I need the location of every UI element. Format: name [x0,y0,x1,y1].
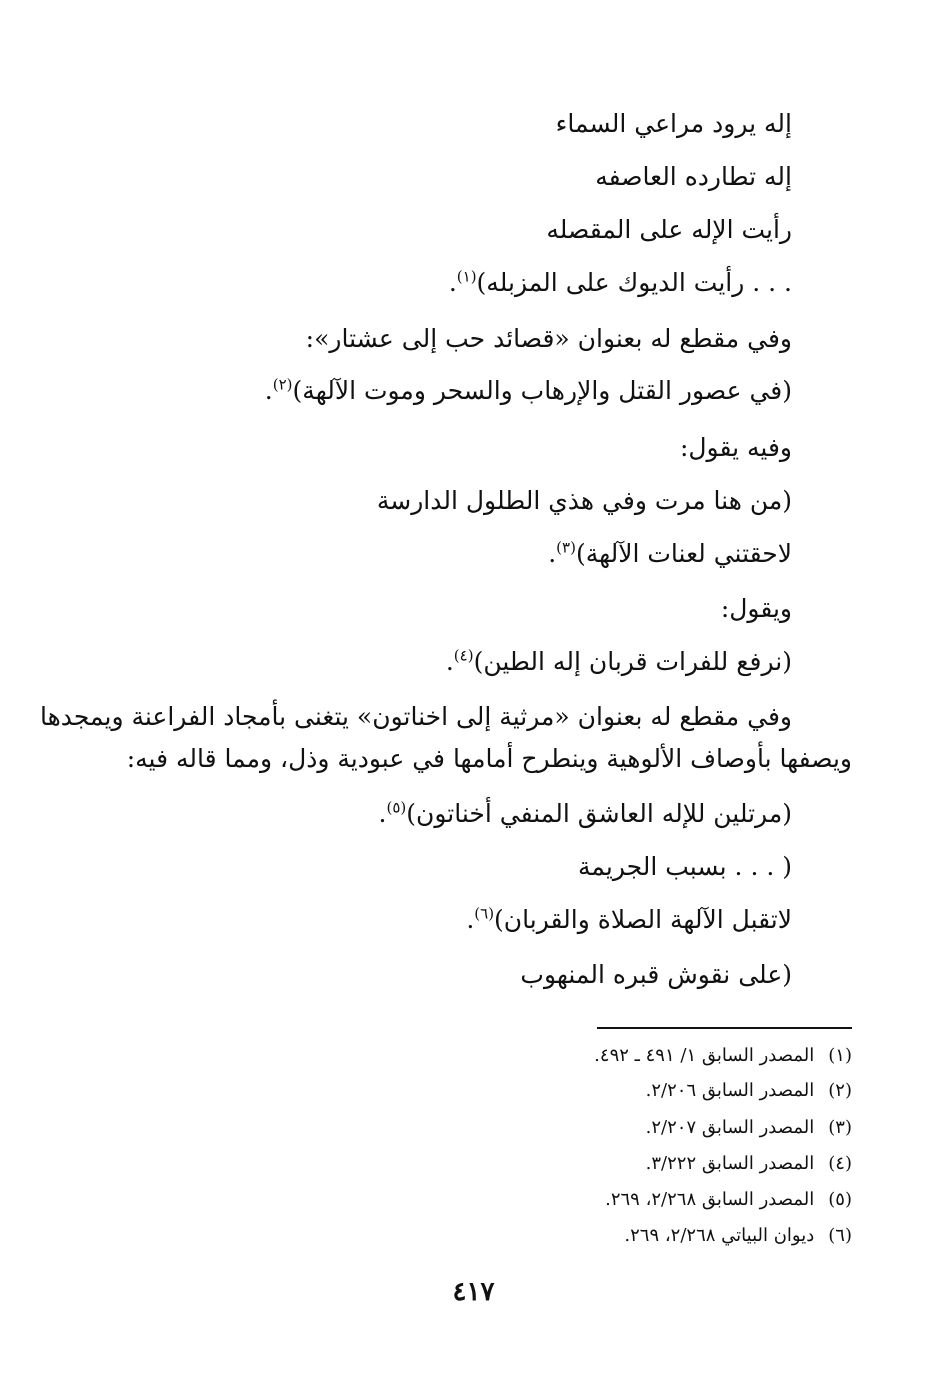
footnote-ref: (٣) [556,538,576,557]
footnote: (٣)المصدر السابق ٢/٢٠٧. [645,1117,852,1138]
page-number: ٤١٧ [452,1277,495,1307]
footnote-separator [597,1027,852,1029]
verse-line: (في عصور القتل والإرهاب والسحر وموت الآلهة)$^{(٢)}$. [264,375,792,405]
verse-line: إله يرود مراعي السماء [555,109,792,138]
footnote: (١)المصدر السابق ١/ ٤٩١ ـ ٤٩٢. [594,1045,852,1066]
footnote-ref: (٦) [474,904,495,923]
footnote-ref: (١) [456,267,477,286]
verse-line: لاتقبل الآلهة الصلاة والقربان)$^{(٦)}$. [466,904,792,934]
verse-line: (من هنا مرت وفي هذي الطلول الدارسة [376,486,792,515]
prose-line: وفي مقطع له بعنوان «مرثية إلى اخناتون» يتغنى بأمجاد الفراعنة ويمجدها [39,702,792,731]
footnote-ref: (٢) [272,375,293,394]
footnote-ref: (٥) [386,798,407,817]
prose-line: وفي مقطع له بعنوان «قصائد حب إلى عشتار»: [305,324,792,353]
verse-line: ( . . . بسبب الجريمة [578,852,792,881]
verse-line: . . . رأيت الديوك على المزبله)$^{(١)}$. [448,267,792,297]
verse-line: إله تطارده العاصفه [595,162,792,191]
prose-line: ويصفها بأوصاف الألوهية وينطرح أمامها في عبودية وذل، ومما قاله فيه: [126,744,852,773]
footnote: (٥)المصدر السابق ٢/٢٦٨، ٢٦٩. [605,1189,852,1210]
footnote: (٦)ديوان البياتي ٢/٢٦٨، ٢٦٩. [624,1225,852,1246]
prose-line: ويقول: [720,594,792,623]
verse-line: رأيت الإله على المقصله [546,215,792,244]
verse-line: (نرفع للفرات قربان إله الطين)$^{(٤)}$. [445,646,792,676]
footnote: (٢)المصدر السابق ٢/٢٠٦. [645,1080,852,1101]
footnote: (٤)المصدر السابق ٣/٢٢٢. [645,1153,852,1174]
prose-line: وفيه يقول: [679,433,792,462]
footnote-ref: (٤) [453,646,474,665]
verse-line: لاحقتني لعنات الآلهة)$^{(٣)}$. [548,538,792,568]
verse-line: (على نقوش قبره المنهوب [520,960,792,989]
verse-line: (مرتلين للإله العاشق المنفي أخناتون)$^{(٥)}$. [378,798,792,828]
